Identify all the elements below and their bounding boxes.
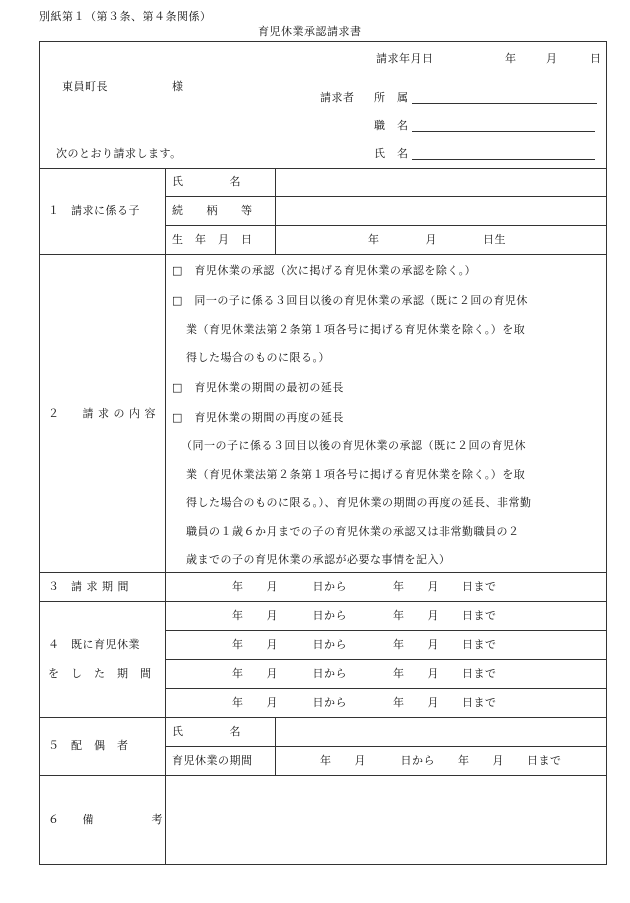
option-third-approval-cont2: 得した場合のものに限る。） [186,351,330,364]
section4-label-line1: ４ 既に育児休業 [48,638,140,651]
affiliation-label: 所 属 [374,91,409,104]
note-line-4: 職員の１歳６か月までの子の育児休業の承認又は非常勤職員の２ [186,525,520,538]
request-date-label: 請求年月日 [376,52,434,65]
note-line-2: 業（育児休業法第２条第１項各号に掲げる育児休業を除く。）を取 [186,468,526,481]
note-line-5: 歳までの子の育児休業の承認が必要な事情を記入） [186,553,451,566]
previous-period-1[interactable]: 年 月 日から 年 月 日まで [232,609,497,622]
request-intro: 次のとおり請求します。 [56,147,182,160]
request-date-day: 日 [590,52,602,65]
option-second-extension[interactable]: □ 育児休業の期間の再度の延長 [172,411,344,424]
name-field[interactable] [412,159,595,160]
addressee: 東員町長 [62,80,108,93]
spouse-name-field[interactable] [276,718,606,746]
option-third-approval[interactable]: □ 同一の子に係る３回目以後の育児休業の承認（既に２回の育児休 [172,294,528,307]
child-birth-value: 年 月 日生 [368,233,506,246]
position-field[interactable] [412,131,595,132]
child-birth-label: 生 年 月 日 [172,233,253,246]
option-approval[interactable]: □ 育児休業の承認（次に掲げる育児休業の承認を除く。） [172,264,477,277]
document-title: 育児休業承認請求書 [258,25,362,38]
previous-period-3[interactable]: 年 月 日から 年 月 日まで [232,667,497,680]
previous-period-4[interactable]: 年 月 日から 年 月 日まで [232,696,497,709]
option-third-approval-cont1: 業（育児休業法第２条第１項各号に掲げる育児休業を除く。）を取 [186,323,526,336]
previous-period-2[interactable]: 年 月 日から 年 月 日まで [232,638,497,651]
note-line-3: 得した場合のものに限る。）、育児休業の期間の再度の延長、非常勤 [186,496,532,509]
request-date-month: 月 [546,52,558,65]
requester-label: 請求者 [320,91,355,104]
child-relation-field[interactable] [276,197,606,225]
form-reference: 別紙第１（第３条、第４条関係） [39,10,212,23]
section1-label: １ 請求に係る子 [48,204,140,217]
section4-label-line2: を し た 期 間 [48,667,152,680]
position-label: 職 名 [374,119,409,132]
note-line-1: （同一の子に係る３回目以後の育児休業の承認（既に２回の育児休 [181,439,526,452]
section2-label: ２ 請 求 の 内 容 [48,407,156,420]
affiliation-field[interactable] [412,103,597,104]
section5-label: ５ 配 偶 者 [48,739,129,752]
remarks-field[interactable] [166,776,606,864]
child-relation-label: 続 柄 等 [172,204,253,217]
name-label: 氏 名 [374,147,409,160]
honorific: 様 [172,80,184,93]
option-first-extension[interactable]: □ 育児休業の期間の最初の延長 [172,381,344,394]
section3-label: ３ 請 求 期 間 [48,580,129,593]
request-date-year: 年 [505,52,517,65]
spouse-period-value[interactable]: 年 月 日から 年 月 日まで [320,754,562,767]
child-name-field[interactable] [276,169,606,196]
section6-label: ６ 備 考 [48,813,163,826]
request-period-value[interactable]: 年 月 日から 年 月 日まで [232,580,497,593]
spouse-period-label: 育児休業の期間 [172,754,253,767]
spouse-name-label: 氏 名 [172,725,241,738]
child-name-label: 氏 名 [172,175,241,188]
